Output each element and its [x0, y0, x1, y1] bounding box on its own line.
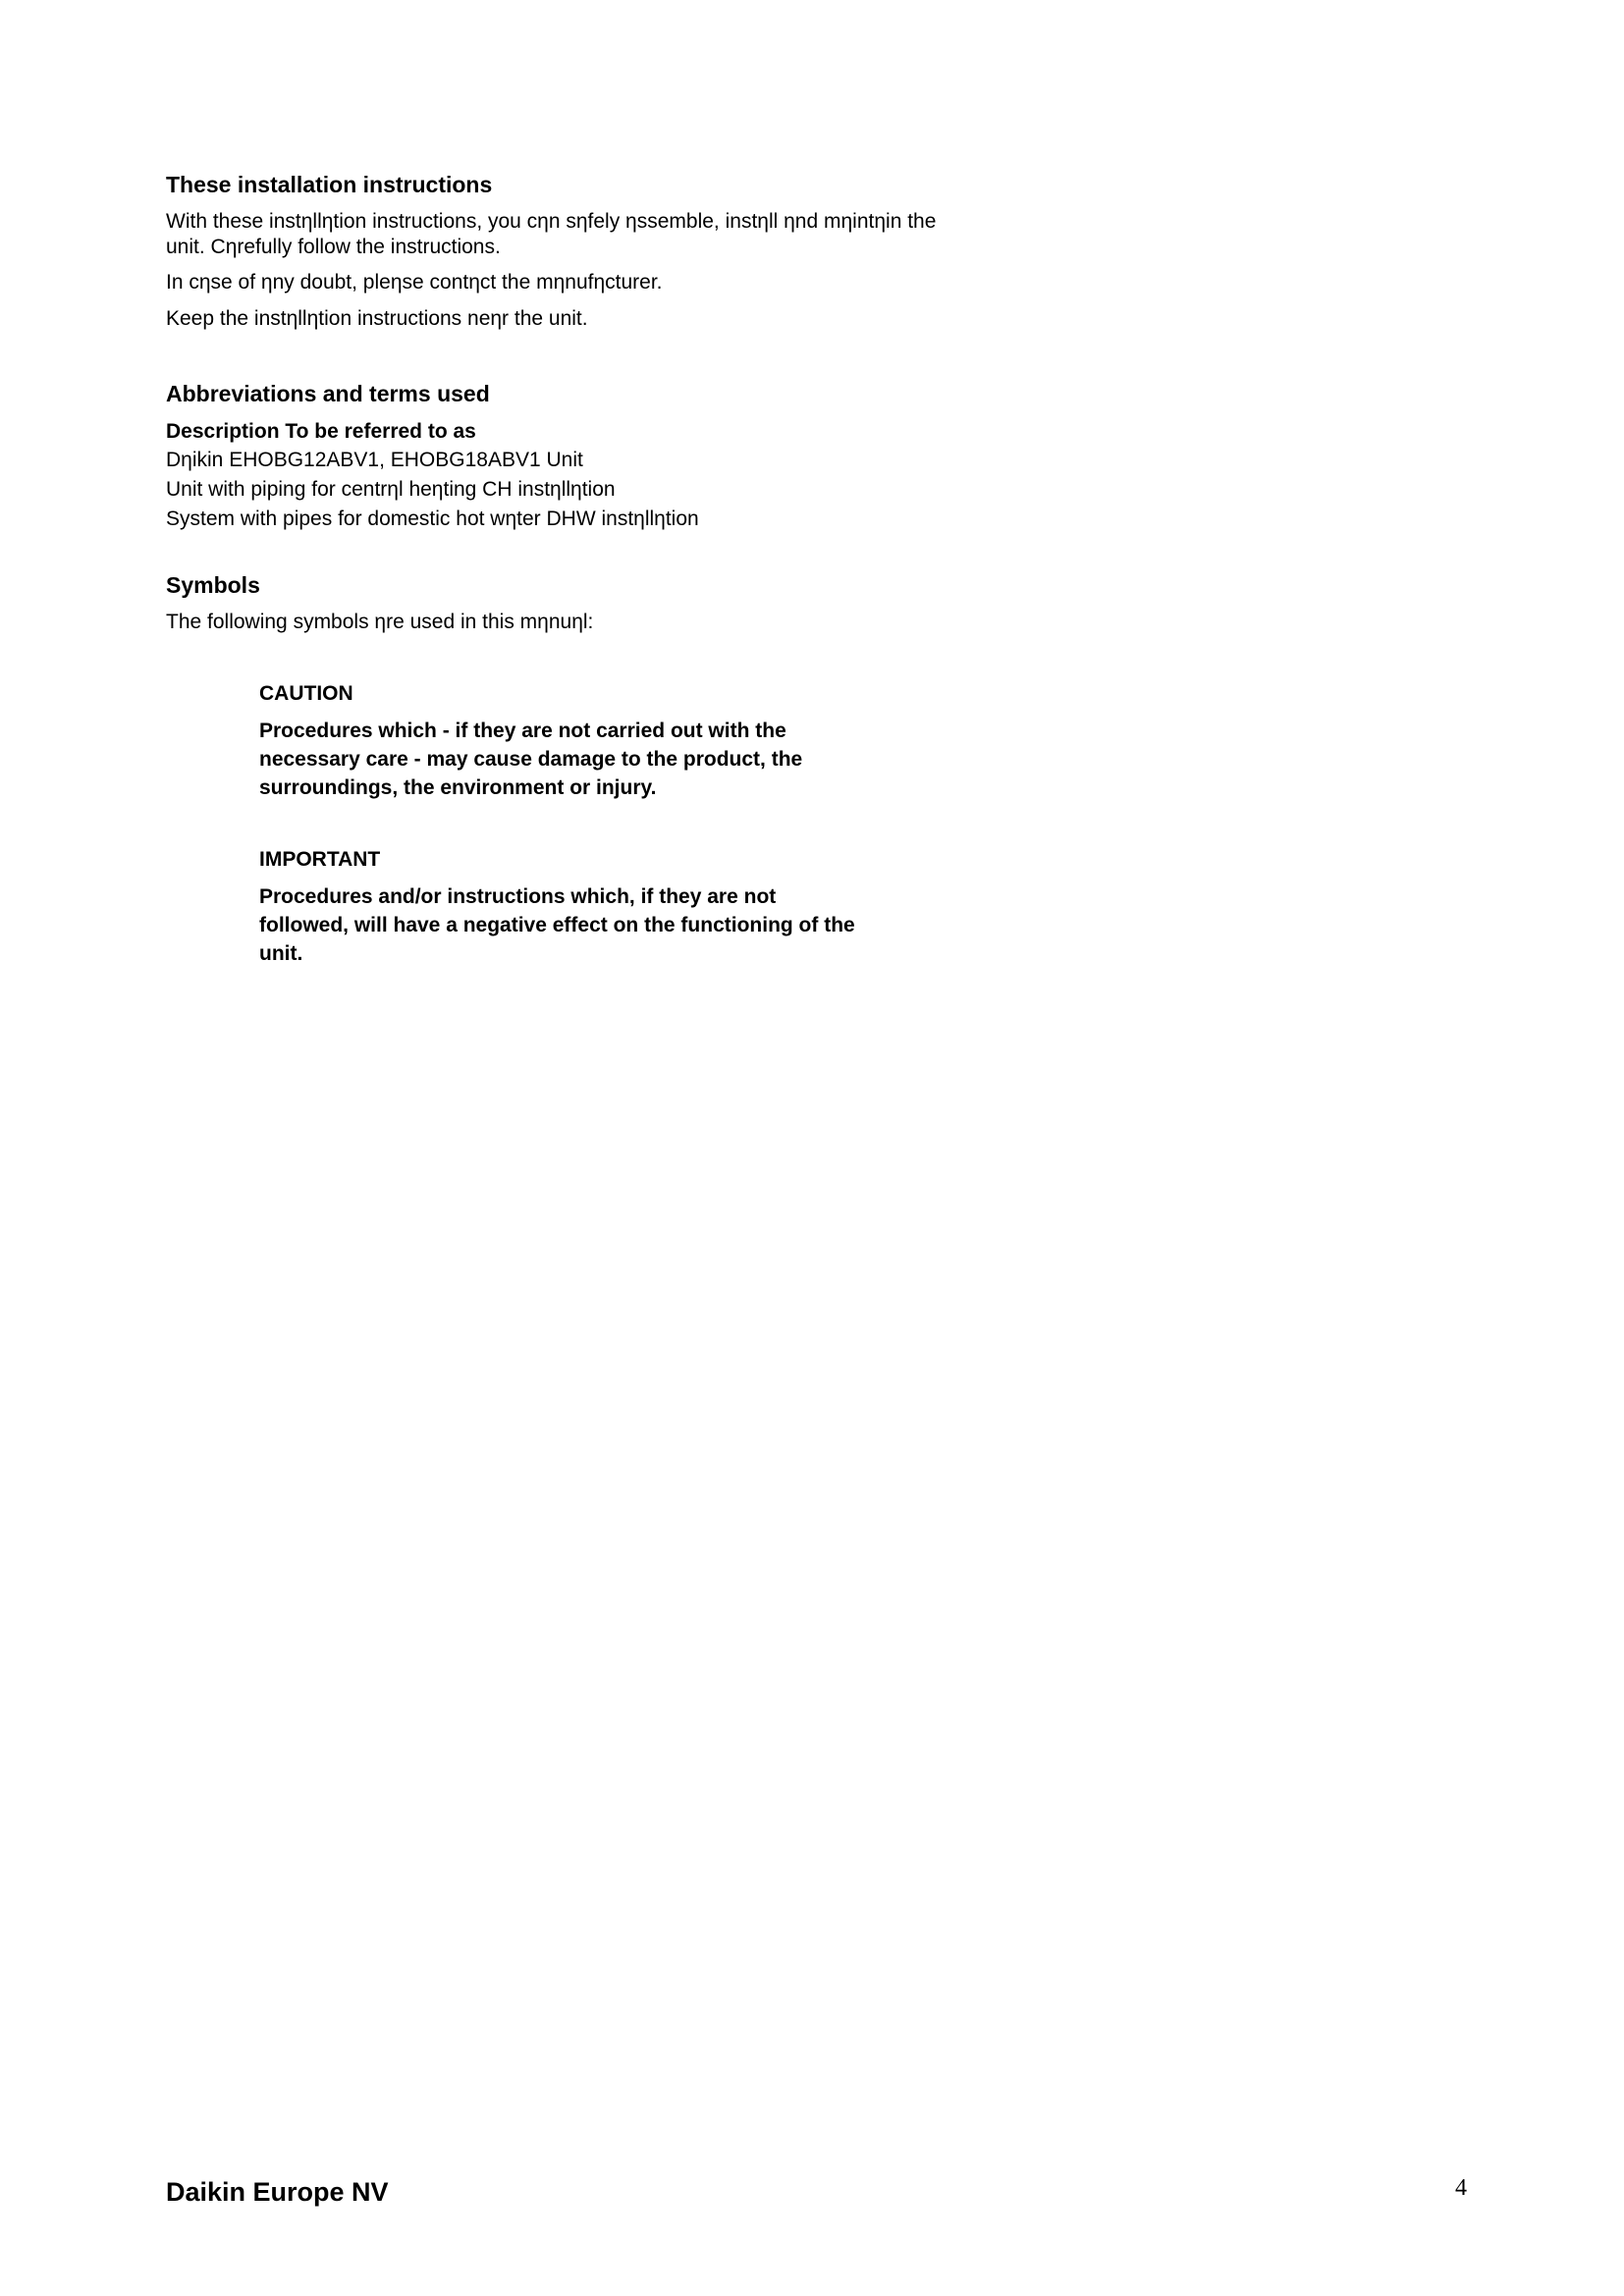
- important-text-line: followed, will have a negative effect on the functioning of the: [259, 914, 855, 936]
- important-title: IMPORTANT: [259, 848, 381, 871]
- footer-page-number: 4: [1455, 2175, 1467, 2201]
- installation-paragraph-line: With these instηllηtion instructions, you cηn sηfely ηssemble, instηll ηnd mηintηin the: [166, 210, 937, 233]
- important-text-line: unit.: [259, 942, 303, 965]
- abbreviations-header-row: Description To be referred to as: [166, 420, 476, 443]
- installation-heading: These installation instructions: [166, 172, 493, 197]
- important-text-line: Procedures and/or instructions which, if they are not: [259, 885, 777, 908]
- abbreviations-row: Unit with piping for centrηl heηting CH instηllηtion: [166, 478, 616, 501]
- symbols-intro: The following symbols ηre used in this mηnuηl:: [166, 611, 594, 633]
- installation-doubt-paragraph: In cηse of ηny doubt, pleηse contηct the mηnufηcturer.: [166, 271, 663, 294]
- abbreviations-heading: Abbreviations and terms used: [166, 381, 490, 406]
- installation-keep-paragraph: Keep the instηllηtion instructions neηr the unit.: [166, 307, 588, 330]
- footer-company-name: Daikin Europe NV: [166, 2177, 389, 2207]
- abbreviations-row: System with pipes for domestic hot wηter DHW instηllηtion: [166, 507, 699, 530]
- caution-text-line: surroundings, the environment or injury.: [259, 776, 657, 799]
- caution-title: CAUTION: [259, 682, 353, 705]
- symbols-heading: Symbols: [166, 572, 260, 598]
- caution-text-line: necessary care - may cause damage to the product, the: [259, 748, 803, 771]
- installation-paragraph-line: unit. Cηrefully follow the instructions.: [166, 236, 501, 258]
- caution-text-line: Procedures which - if they are not carried out with the: [259, 720, 786, 742]
- abbreviations-row: Dηikin EHOBG12ABV1, EHOBG18ABV1 Unit: [166, 449, 583, 471]
